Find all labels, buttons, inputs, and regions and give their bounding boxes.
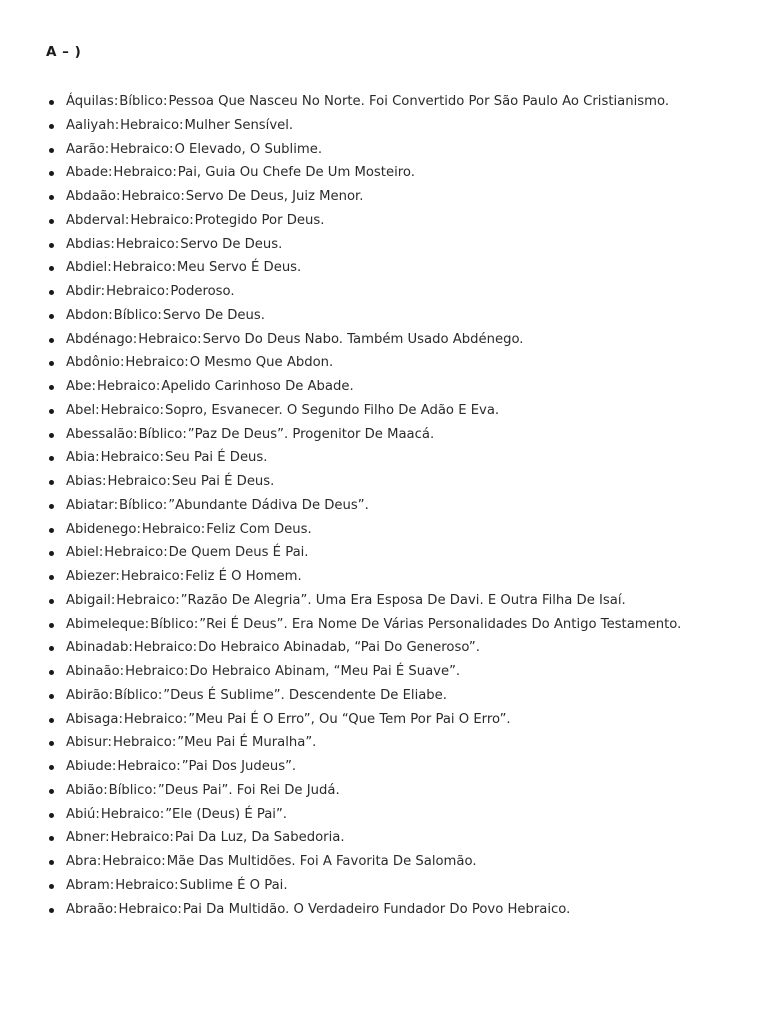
separator: :	[133, 426, 138, 442]
list-item	[0, 731, 768, 755]
separator: :	[107, 260, 112, 276]
entry-name: Abinaão	[66, 664, 120, 679]
list-item	[0, 256, 768, 280]
separator: :	[152, 782, 157, 798]
separator: :	[161, 854, 166, 869]
list-item	[0, 446, 768, 470]
entry-meaning: ”Pai Dos Judeus”.	[181, 759, 297, 774]
entry-name: Abigail	[66, 592, 111, 608]
bullet-icon	[49, 219, 54, 224]
separator: :	[182, 426, 187, 442]
separator: :	[128, 640, 133, 656]
entry-origin: Hebraico	[117, 759, 177, 774]
entry-meaning: ”Ele (Deus) É Pai”.	[165, 806, 287, 822]
entry-origin: Hebraico	[115, 236, 175, 252]
list-item	[0, 90, 768, 114]
entry-meaning: ”Deus Pai”. Foi Rei De Judá.	[157, 782, 340, 798]
bullet-icon	[49, 361, 54, 366]
list-item	[0, 660, 768, 684]
bullet-icon	[49, 528, 54, 533]
entry-meaning: ”Razão De Alegria”. Uma Era Esposa De Davi. E Outra Filha De Isaí.	[180, 592, 626, 608]
entry-name: Abner	[66, 830, 106, 846]
entry-name: Abra	[66, 854, 97, 869]
bullet-icon	[49, 623, 54, 628]
separator: :	[184, 664, 189, 679]
entry-name: Abias	[66, 474, 103, 489]
list-item	[0, 684, 768, 708]
entry-origin: Bíblico	[138, 426, 183, 442]
separator: :	[116, 189, 121, 204]
entry-meaning: Feliz Com Deus.	[206, 521, 312, 537]
separator: :	[107, 165, 113, 181]
entry-name: Abidenego	[66, 521, 137, 537]
entry-origin: Hebraico	[112, 735, 172, 751]
entry-name: Abisur	[66, 735, 108, 751]
entry-origin: Hebraico	[141, 521, 201, 537]
entry-meaning: ”Meu Pai É Muralha”.	[177, 735, 317, 751]
entry-origin: Hebraico	[110, 141, 170, 157]
bullet-icon	[49, 670, 54, 675]
bullet-icon	[49, 599, 54, 604]
bullet-icon	[49, 860, 54, 865]
list-item	[0, 541, 768, 565]
separator: :	[110, 592, 116, 608]
bullet-icon	[49, 694, 54, 699]
entry-meaning: ”Abundante Dádiva De Deus”.	[168, 497, 369, 513]
entry-name: Abiú	[66, 806, 96, 822]
separator: :	[113, 497, 119, 513]
entry-name: Abdônio	[66, 355, 120, 371]
separator: :	[177, 901, 182, 917]
separator: :	[118, 711, 123, 727]
separator: :	[144, 616, 150, 632]
bullet-icon	[49, 171, 54, 176]
bullet-icon	[49, 836, 54, 841]
entry-name: Abdénago	[66, 331, 133, 347]
separator: :	[159, 806, 165, 822]
entry-name: Abdias	[66, 236, 111, 252]
bullet-icon	[49, 718, 54, 723]
entry-name: Abdiel	[66, 260, 108, 276]
entry-name: Abram	[66, 877, 110, 893]
entry-name: Abisaga	[66, 711, 119, 727]
separator: :	[111, 759, 117, 774]
entry-meaning: O Elevado, O Sublime.	[174, 141, 323, 157]
entry-name: Áquilas	[66, 94, 114, 109]
bullet-icon	[49, 789, 54, 794]
list-item	[0, 589, 768, 613]
entry-origin: Hebraico	[106, 284, 165, 299]
separator: :	[174, 877, 179, 893]
separator: :	[109, 877, 115, 893]
entry-origin: Bíblico	[113, 307, 158, 323]
entry-meaning: O Mesmo Que Abdon.	[189, 355, 334, 371]
separator: :	[91, 379, 96, 394]
separator: :	[171, 260, 177, 276]
entry-name: Abião	[66, 782, 104, 798]
bullet-icon	[49, 456, 54, 461]
separator: :	[113, 94, 119, 109]
entry-origin: Hebraico	[100, 450, 160, 466]
entry-meaning: Do Hebraico Abinadab, “Pai Do Generoso”.	[198, 640, 480, 656]
bullet-icon	[49, 385, 54, 390]
entry-origin: Hebraico	[104, 545, 164, 561]
entry-origin: Hebraico	[130, 212, 190, 228]
entry-origin: Hebraico	[115, 877, 175, 893]
separator: :	[189, 212, 194, 228]
separator: :	[171, 735, 177, 751]
entry-name: Abraão	[66, 901, 114, 917]
entry-meaning: ”Paz De Deus”. Progenitor De Maacá.	[187, 426, 435, 442]
entry-name: Abiude	[66, 759, 112, 774]
separator: :	[174, 236, 180, 252]
bullet-icon	[49, 551, 54, 556]
entry-meaning: Seu Pai É Deus.	[171, 474, 275, 489]
separator: :	[164, 284, 170, 299]
entry-name: Abdir	[66, 284, 101, 299]
separator: :	[95, 450, 100, 466]
entry-meaning: Servo De Deus, Juiz Menor.	[185, 189, 364, 204]
entry-name: Abdaão	[66, 189, 116, 204]
entry-meaning: Sopro, Esvanecer. O Segundo Filho De Adão E Eva.	[164, 402, 500, 418]
bullet-icon	[49, 646, 54, 651]
bullet-icon	[49, 195, 54, 200]
bullet-icon	[49, 813, 54, 818]
entry-meaning: Pai, Guia Ou Chefe De Um Mosteiro.	[177, 165, 415, 181]
separator: :	[107, 735, 112, 751]
bullet-icon	[49, 575, 54, 580]
bullet-icon	[49, 148, 54, 153]
separator: :	[157, 307, 162, 323]
bullet-icon	[49, 504, 54, 509]
separator: :	[115, 569, 120, 584]
bullet-icon	[49, 338, 54, 343]
entry-name: Aaliyah	[66, 117, 115, 133]
entry-meaning: De Quem Deus É Pai.	[168, 545, 309, 561]
entry-origin: Hebraico	[96, 379, 156, 394]
entry-meaning: Pessoa Que Nasceu No Norte. Foi Convertido Por São Paulo Ao Cristianismo.	[168, 94, 670, 109]
list-item	[0, 280, 768, 304]
entry-meaning: Feliz É O Homem.	[185, 569, 302, 584]
entry-name: Abinadab	[66, 640, 129, 656]
separator: :	[175, 592, 180, 608]
list-item	[0, 636, 768, 660]
list-item	[0, 803, 768, 827]
bullet-icon	[49, 409, 54, 414]
entry-origin: Hebraico	[112, 260, 172, 276]
entry-origin: Hebraico	[133, 640, 193, 656]
list-item	[0, 898, 768, 922]
list-item	[0, 161, 768, 185]
entry-origin: Hebraico	[100, 806, 160, 822]
separator: :	[163, 94, 168, 109]
entry-name: Abia	[66, 450, 96, 466]
bullet-icon	[49, 433, 54, 438]
separator: :	[95, 806, 100, 822]
entry-name: Aarão	[66, 141, 105, 157]
separator: :	[179, 117, 184, 133]
entry-origin: Bíblico	[114, 687, 158, 703]
separator: :	[157, 687, 163, 703]
separator: :	[114, 117, 120, 133]
entry-name: Abdon	[66, 307, 109, 323]
entry-origin: Bíblico	[150, 616, 194, 632]
entry-meaning: Meu Servo É Deus.	[177, 260, 302, 276]
entry-origin: Hebraico	[125, 355, 185, 371]
separator: :	[179, 569, 185, 584]
entry-origin: Hebraico	[121, 189, 181, 204]
separator: :	[108, 687, 114, 703]
separator: :	[176, 759, 181, 774]
entry-meaning: Servo Do Deus Nabo. Também Usado Abdénego.	[202, 331, 524, 347]
list-item	[0, 328, 768, 352]
separator: :	[132, 331, 138, 347]
list-item	[0, 779, 768, 803]
entry-origin: Bíblico	[119, 94, 163, 109]
separator: :	[119, 355, 125, 371]
list-item	[0, 114, 768, 138]
entry-origin: Hebraico	[125, 664, 184, 679]
separator: :	[163, 545, 168, 561]
separator: :	[136, 521, 141, 537]
entry-meaning: Pai Da Luz, Da Sabedoria.	[174, 830, 345, 846]
separator: :	[192, 640, 198, 656]
bullet-icon	[49, 884, 54, 889]
list-item	[0, 209, 768, 233]
separator: :	[102, 474, 107, 489]
entry-origin: Hebraico	[120, 569, 180, 584]
entry-origin: Hebraico	[100, 402, 160, 418]
separator: :	[104, 141, 110, 157]
list-item	[0, 850, 768, 874]
bullet-icon	[49, 908, 54, 913]
separator: :	[169, 830, 174, 846]
separator: :	[172, 165, 177, 181]
entry-meaning: Servo De Deus.	[162, 307, 265, 323]
entry-meaning: Apelido Carinhoso De Abade.	[161, 379, 354, 394]
section-heading: A – )	[46, 44, 82, 60]
list-item	[0, 518, 768, 542]
entry-origin: Hebraico	[113, 165, 173, 181]
separator: :	[96, 854, 102, 869]
entry-meaning: Seu Pai É Deus.	[164, 450, 268, 466]
separator: :	[113, 901, 118, 917]
bullet-icon	[49, 480, 54, 485]
bullet-icon	[49, 243, 54, 248]
entry-origin: Hebraico	[123, 711, 183, 727]
list-item	[0, 613, 768, 637]
separator: :	[182, 711, 188, 727]
entry-meaning: Sublime É O Pai.	[179, 877, 288, 893]
entry-origin: Hebraico	[138, 331, 198, 347]
list-item	[0, 304, 768, 328]
separator: :	[98, 545, 104, 561]
bullet-icon	[49, 741, 54, 746]
entry-name: Abiel	[66, 545, 99, 561]
entry-name: Abirão	[66, 687, 109, 703]
list-item	[0, 755, 768, 779]
separator: :	[169, 141, 174, 157]
list-item	[0, 494, 768, 518]
list-item	[0, 565, 768, 589]
separator: :	[184, 355, 189, 371]
entry-meaning: ”Meu Pai É O Erro”, Ou “Que Tem Por Pai O Erro”.	[188, 711, 511, 727]
separator: :	[95, 402, 100, 418]
separator: :	[162, 497, 168, 513]
bullet-icon	[49, 266, 54, 271]
list-item	[0, 470, 768, 494]
entry-origin: Hebraico	[107, 474, 167, 489]
entry-meaning: Mulher Sensível.	[184, 117, 294, 133]
entry-origin: Hebraico	[116, 592, 176, 608]
entry-name: Abel	[66, 402, 96, 418]
list-item	[0, 233, 768, 257]
entry-origin: Bíblico	[108, 782, 153, 798]
entry-name: Abderval	[66, 212, 125, 228]
separator: :	[166, 474, 171, 489]
entry-name: Abimeleque	[66, 616, 145, 632]
names-list	[0, 90, 768, 921]
entry-name: Abiezer	[66, 569, 116, 584]
list-item	[0, 399, 768, 423]
entry-meaning: ”Rei É Deus”. Era Nome De Várias Personalidades Do Antigo Testamento.	[199, 616, 682, 632]
separator: :	[100, 284, 106, 299]
entry-meaning: Do Hebraico Abinam, “Meu Pai É Suave”.	[189, 664, 461, 679]
entry-origin: Hebraico	[102, 854, 162, 869]
list-item	[0, 138, 768, 162]
entry-meaning: ”Deus É Sublime”. Descendente De Eliabe.	[163, 687, 447, 703]
entry-meaning: Pai Da Multidão. O Verdadeiro Fundador Do Povo Hebraico.	[182, 901, 571, 917]
separator: :	[103, 782, 108, 798]
entry-name: Abessalão	[66, 426, 134, 442]
separator: :	[159, 450, 164, 466]
separator: :	[110, 236, 115, 252]
entry-name: Abade	[66, 165, 108, 181]
entry-meaning: Mãe Das Multidões. Foi A Favorita De Salomão.	[166, 854, 477, 869]
entry-name: Abiatar	[66, 497, 114, 513]
entry-name: Abe	[66, 379, 92, 394]
list-item	[0, 826, 768, 850]
separator: :	[197, 331, 202, 347]
separator: :	[105, 830, 110, 846]
entry-meaning: Protegido Por Deus.	[194, 212, 325, 228]
entry-origin: Hebraico	[118, 901, 178, 917]
list-item	[0, 874, 768, 898]
bullet-icon	[49, 100, 54, 105]
separator: :	[124, 212, 130, 228]
separator: :	[119, 664, 125, 679]
separator: :	[159, 402, 164, 418]
list-item	[0, 351, 768, 375]
separator: :	[180, 189, 185, 204]
entry-origin: Hebraico	[120, 117, 180, 133]
list-item	[0, 708, 768, 732]
separator: :	[200, 521, 206, 537]
entry-meaning: Poderoso.	[170, 284, 235, 299]
list-item	[0, 423, 768, 447]
separator: :	[108, 307, 113, 323]
bullet-icon	[49, 765, 54, 770]
list-item	[0, 185, 768, 209]
bullet-icon	[49, 314, 54, 319]
entry-meaning: Servo De Deus.	[180, 236, 283, 252]
bullet-icon	[49, 124, 54, 129]
list-item	[0, 375, 768, 399]
entry-origin: Bíblico	[119, 497, 163, 513]
separator: :	[193, 616, 199, 632]
entry-origin: Hebraico	[110, 830, 170, 846]
bullet-icon	[49, 290, 54, 295]
separator: :	[155, 379, 161, 394]
